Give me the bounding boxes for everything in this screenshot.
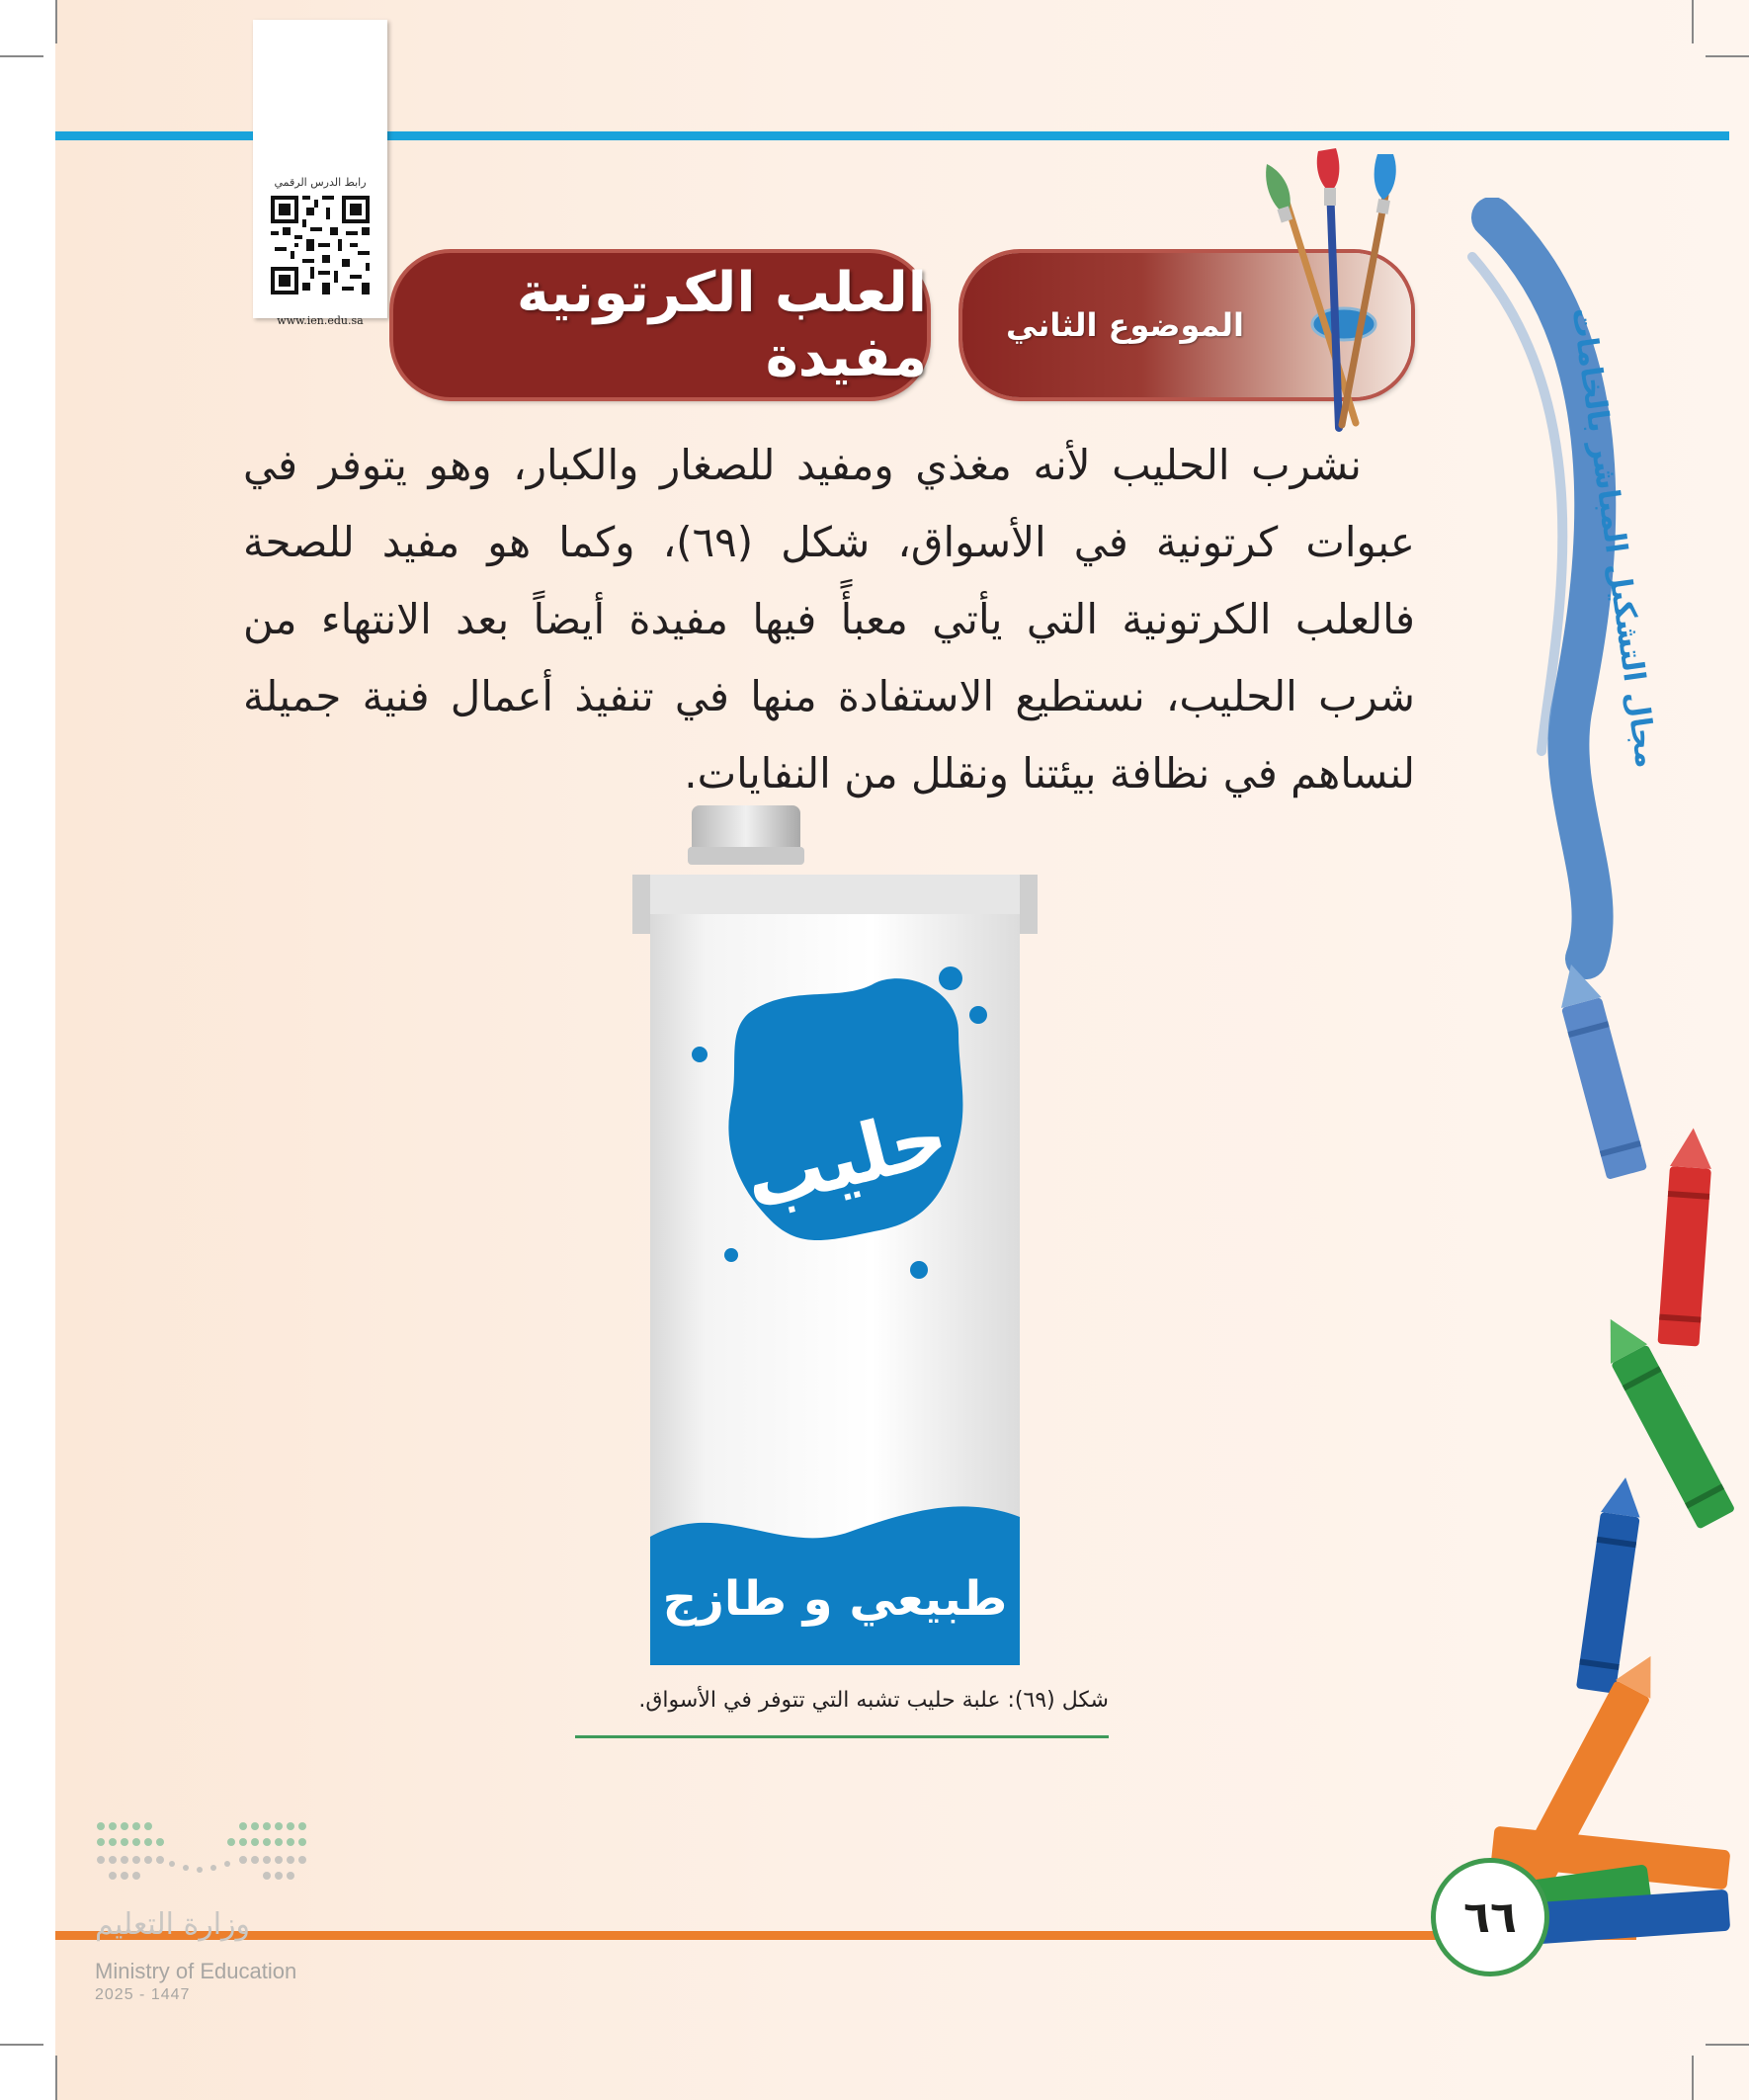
crop-mark <box>1692 2056 1694 2100</box>
qr-code-icon[interactable] <box>271 196 370 294</box>
crop-mark <box>0 55 43 57</box>
qr-url[interactable]: www.ien.edu.sa <box>277 314 364 327</box>
paragraph-text: نشرب الحليب لأنه مغذي ومفيد للصغار والكبار، وهو يتوفر في عبوات كرتونية في الأسواق، شكل (٦٩)، وكما هو مفيد للصحة فالعلب الكرتونية التي يأتي معبأً فيها مفيدة أيضاً بعد الانتهاء من شرب الحليب، نستطيع الاستفادة منها في تنفيذ أعمال فنية جميلة لنساهم في نظافة بيئتنا ونقلل من النفايات. <box>243 441 1415 798</box>
edition-year: 2025 - 1447 <box>95 1986 191 2003</box>
crop-mark <box>55 0 57 43</box>
caption-underline <box>575 1735 1109 1738</box>
page-number: ٦٦ <box>1431 1858 1549 1976</box>
qr-caption: رابط الدرس الرقمي <box>274 176 367 189</box>
lesson-paragraph <box>243 427 1415 812</box>
crop-mark <box>1692 0 1694 43</box>
milk-carton-illustration <box>632 805 1038 1665</box>
domain-label: مجال التشكيل المباشر بالخامات <box>1564 305 1664 771</box>
topic-label: الموضوع الثاني <box>1006 306 1244 344</box>
ministry-name-english: Ministry of Education <box>95 1959 297 1983</box>
carton-brand-text: حليب <box>735 1089 958 1228</box>
crop-mark <box>0 2044 43 2046</box>
figure-caption: شكل (٦٩): علبة حليب تشبه التي تتوفر في الأسواق. <box>638 1688 1109 1713</box>
crop-mark <box>1706 2044 1749 2046</box>
lesson-title: العلب الكرتونية مفيدة <box>516 261 927 389</box>
ministry-name-arabic: وزارة التعليم <box>95 1907 251 1942</box>
paint-brushes-icon <box>1245 146 1413 433</box>
lesson-title-pill <box>393 253 927 397</box>
crop-mark <box>55 2056 57 2100</box>
crop-mark <box>1706 55 1749 57</box>
ministry-logo-icon <box>95 1818 312 1888</box>
qr-card[interactable] <box>253 20 387 327</box>
carton-tagline: طبيعي و طازج <box>662 1571 1008 1627</box>
